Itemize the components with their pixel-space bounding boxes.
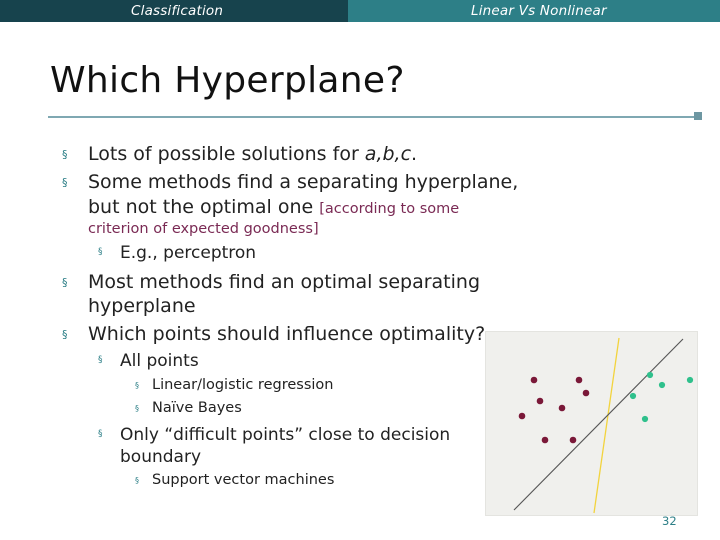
- class-a-point: [583, 390, 590, 397]
- class-b-point: [630, 393, 636, 399]
- section-tab-classification[interactable]: [0, 0, 348, 22]
- bullet-possible-solutions: [88, 143, 417, 165]
- variable-text: a,b,c: [364, 143, 412, 165]
- bullet-marker: §: [62, 328, 68, 341]
- section-tab-linear-vs-nonlinear[interactable]: [348, 0, 720, 22]
- bullet-which-points: Which points should influence optimality?: [88, 323, 486, 345]
- class-a-point: [576, 377, 583, 384]
- page-number: 32: [662, 514, 677, 528]
- bullet-separating-hyperplane: Some methods find a separating hyperplane,: [88, 171, 519, 193]
- class-a-point: [542, 437, 549, 444]
- class-a-point: [570, 437, 577, 444]
- bullet-text: Lots of possible solutions for: [88, 143, 365, 165]
- bullet-text: but not the optimal one: [88, 196, 320, 218]
- subsub-bullet-naive-bayes: Naïve Bayes: [152, 400, 242, 416]
- bullet-marker: §: [135, 476, 139, 485]
- bullet-marker: §: [98, 355, 103, 365]
- section-tab-label: Linear Vs Nonlinear: [471, 3, 607, 19]
- hyperplane-plot: [486, 332, 697, 515]
- header-bar: [0, 0, 720, 22]
- sub-bullet-perceptron: E.g., perceptron: [120, 243, 257, 263]
- class-a-point: [519, 413, 526, 420]
- bullet-marker: §: [98, 247, 103, 257]
- section-tab-label: Classification: [131, 3, 224, 19]
- bullet-optimal-separating-cont: hyperplane: [88, 295, 196, 317]
- bullet-text: .: [411, 143, 418, 165]
- class-a-point: [531, 377, 538, 384]
- sub-bullet-difficult-points-cont: boundary: [120, 447, 201, 467]
- bullet-marker: §: [135, 381, 139, 390]
- bullet-separating-hyperplane-cont: [88, 196, 459, 218]
- criterion-note-cont: criterion of expected goodness]: [88, 221, 319, 237]
- criterion-note: [according to some: [319, 201, 460, 217]
- bullet-marker: §: [62, 148, 68, 161]
- bullet-marker: §: [135, 404, 139, 413]
- sub-bullet-all-points: All points: [120, 351, 199, 371]
- class-b-point: [642, 416, 648, 422]
- hyperplane-figure: [485, 331, 698, 516]
- title-divider-cap: [694, 112, 702, 120]
- title-divider: [48, 116, 700, 118]
- slide-title: Which Hyperplane?: [50, 60, 405, 101]
- bullet-optimal-separating: Most methods find an optimal separating: [88, 271, 481, 293]
- bullet-marker: §: [62, 276, 68, 289]
- bullet-marker: §: [98, 429, 103, 439]
- sub-bullet-difficult-points: Only “difficult points” close to decision: [120, 425, 451, 445]
- subsub-bullet-svm: Support vector machines: [152, 472, 335, 488]
- class-b-point: [687, 377, 693, 383]
- class-b-point: [647, 372, 653, 378]
- subsub-bullet-regression: Linear/logistic regression: [152, 377, 334, 393]
- class-b-point: [659, 382, 665, 388]
- class-a-point: [537, 398, 544, 405]
- bullet-marker: §: [62, 176, 68, 189]
- class-a-point: [559, 405, 566, 412]
